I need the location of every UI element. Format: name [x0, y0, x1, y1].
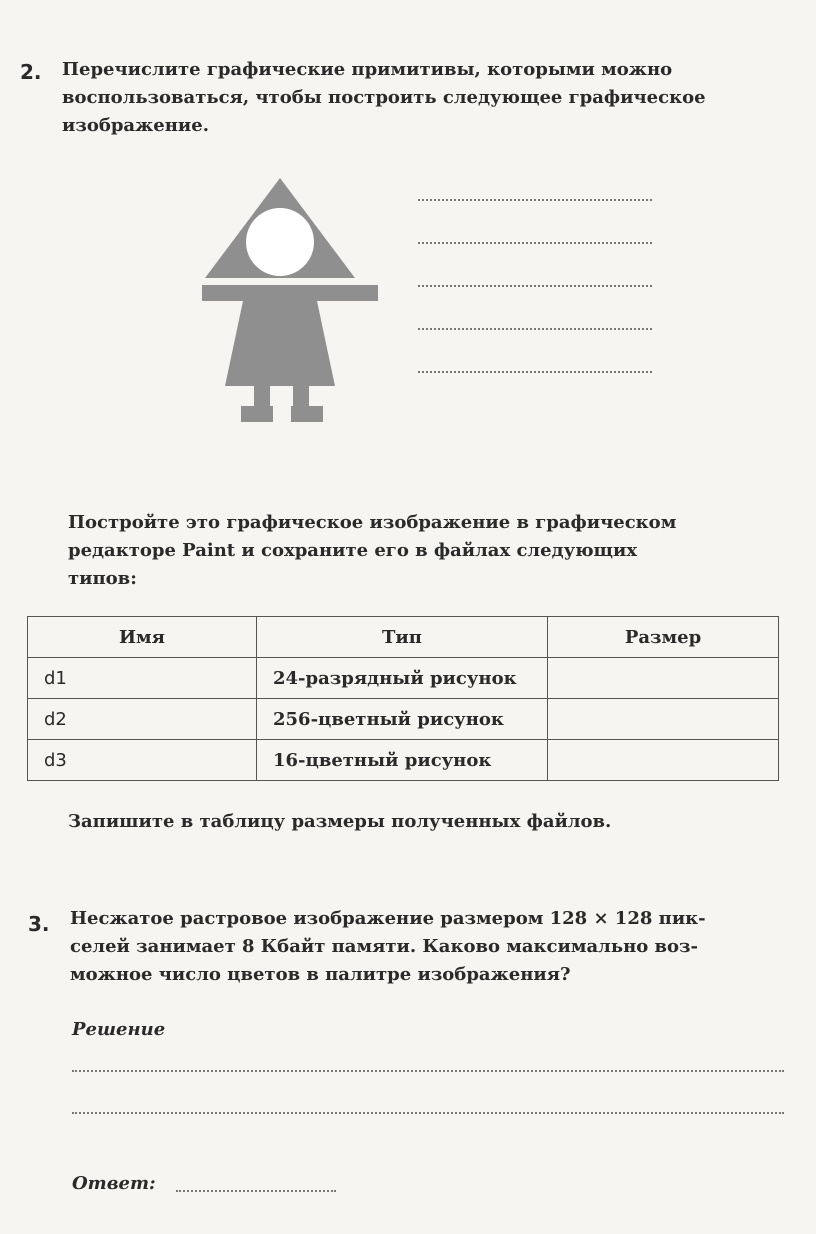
- question-line: изображение.: [62, 115, 209, 136]
- solution-line-2[interactable]: [72, 1112, 784, 1114]
- cell-size[interactable]: [548, 740, 779, 781]
- solution-label: Решение: [72, 1019, 166, 1040]
- task-2-footer: Запишите в таблицу размеры полученных файлов.: [68, 811, 612, 832]
- answer-line-1[interactable]: [418, 199, 652, 201]
- trapezoid-body-shape: [225, 301, 335, 386]
- cell-size[interactable]: [548, 658, 779, 699]
- right-leg-shape: [293, 386, 309, 408]
- task-3-question: [70, 905, 776, 989]
- cell-name: d3: [28, 740, 257, 781]
- task-3-number: 3.: [28, 912, 50, 936]
- cell-name: d1: [28, 658, 257, 699]
- task-2-question: [62, 56, 774, 140]
- left-foot-shape: [241, 406, 273, 422]
- question-line: воспользоваться, чтобы построить следующее графическое: [62, 87, 706, 108]
- header-size: Размер: [548, 617, 779, 658]
- answer-line-5[interactable]: [418, 371, 652, 373]
- cell-type: 256-цветный рисунок: [257, 699, 548, 740]
- left-leg-shape: [254, 386, 270, 408]
- bar-shape: [202, 285, 378, 301]
- question-line: Перечислите графические примитивы, которыми можно: [62, 59, 673, 80]
- circle-shape: [246, 208, 314, 276]
- table-header-row: [28, 617, 779, 658]
- file-sizes-table: [27, 616, 779, 781]
- right-foot-shape: [291, 406, 323, 422]
- answer-line-3[interactable]: [418, 285, 652, 287]
- question-line: селей занимает 8 Кбайт памяти. Каково максимально воз-: [70, 936, 698, 957]
- primitives-figure: [195, 170, 385, 430]
- task-2-instruction: [68, 509, 776, 593]
- answer-line-2[interactable]: [418, 242, 652, 244]
- answer-line-4[interactable]: [418, 328, 652, 330]
- instruction-line: Постройте это графическое изображение в графическом: [68, 512, 677, 533]
- task-2-number: 2.: [20, 60, 42, 84]
- table-row: [28, 699, 779, 740]
- cell-name: d2: [28, 699, 257, 740]
- solution-line-1[interactable]: [72, 1070, 784, 1072]
- question-line: можное число цветов в палитре изображения?: [70, 964, 571, 985]
- table-row: [28, 658, 779, 699]
- cell-size[interactable]: [548, 699, 779, 740]
- header-name: Имя: [28, 617, 257, 658]
- instruction-line: типов:: [68, 568, 137, 589]
- figure-shapes: [202, 178, 378, 422]
- header-type: Тип: [257, 617, 548, 658]
- cell-type: 16-цветный рисунок: [257, 740, 548, 781]
- table-row: [28, 740, 779, 781]
- instruction-line: редакторе Paint и сохраните его в файлах следующих: [68, 540, 638, 561]
- question-line: Несжатое растровое изображение размером 128 × 128 пик-: [70, 908, 706, 929]
- answer-line[interactable]: [176, 1190, 336, 1192]
- cell-type: 24-разрядный рисунок: [257, 658, 548, 699]
- answer-label: Ответ:: [72, 1173, 156, 1194]
